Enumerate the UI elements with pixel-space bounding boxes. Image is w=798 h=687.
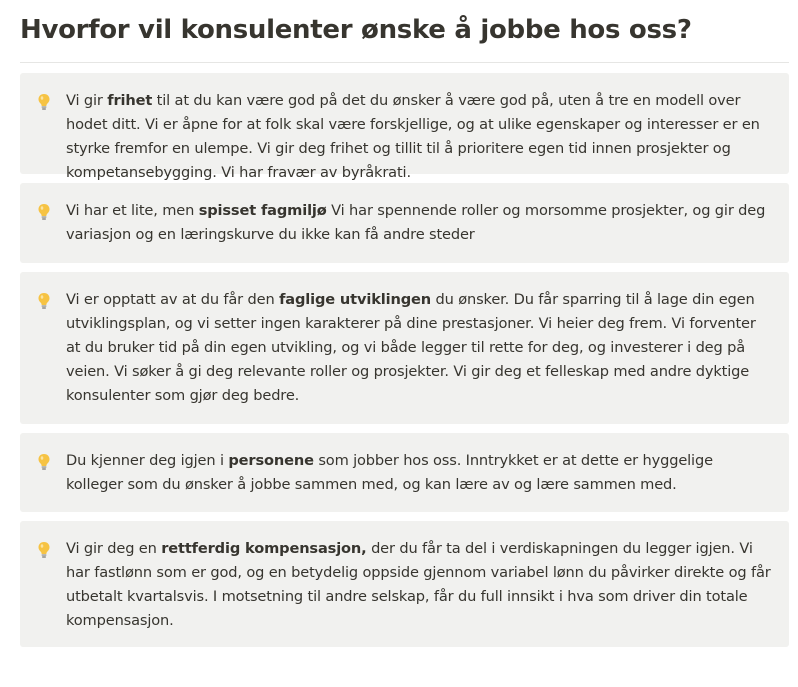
callout-kompensasjon xyxy=(20,521,789,647)
callout-fagmiljo xyxy=(20,183,789,263)
callout-highlight: frihet xyxy=(107,92,153,109)
lightbulb-icon xyxy=(37,203,51,221)
lightbulb-icon xyxy=(37,292,51,310)
callout-text: Du kjenner deg igjen i personene som jobber hos oss. Inntrykket er at dette er hyggelige kolleger som du ønsker å jobbe sammen med, og kan lære av og lære sammen med. xyxy=(66,452,713,493)
callout-text: Vi er opptatt av at du får den faglige utviklingen du ønsker. Du får sparring til å lage din egen utviklingsplan, og vi setter ingen karakterer på dine prestasjoner. Vi heier deg frem. Vi forventer at du bruker tid på din egen utvikling, og vi både legger til rette for deg, og investerer i deg på veien. Vi søker å gi deg relevante roller og prosjekter. Vi gir deg et felleskap med andre dyktige konsulenter som gjør deg bedre. xyxy=(66,291,756,404)
callout-text: Vi gir deg en rettferdig kompensasjon, der du får ta del i verdiskapningen du legger igjen. Vi har fastlønn som er god, og en betydelig oppside gjennom variabel lønn du påvirker direkte og får utbetalt kvartalsvis. I motsetning til andre selskap, får du full innsikt i hva som driver din totale kompensasjon. xyxy=(66,540,771,629)
callout-highlight: rettferdig kompensasjon, xyxy=(161,540,367,557)
callout-faglig-utvikling xyxy=(20,272,789,424)
lightbulb-icon xyxy=(37,541,51,559)
lightbulb-icon xyxy=(37,93,51,111)
callout-text: Vi har et lite, men spisset fagmiljø Vi har spennende roller og morsomme prosjekter, og gir deg variasjon og en læringskurve du ikke kan få andre steder xyxy=(66,202,766,243)
callout-highlight: spisset fagmiljø xyxy=(198,202,327,219)
title-divider xyxy=(20,62,789,63)
callout-frihet xyxy=(20,73,789,181)
callout-highlight: personene xyxy=(228,452,314,469)
callout-text: Vi gir frihet til at du kan være god på det du ønsker å være god på, uten å tre en modell over hodet ditt. Vi er åpne for at folk skal være forskjellige, og at ulike egenskaper og interesser er en styrke fremfor en ulempe. Vi gir deg frihet og tillit til å prioritere egen tid innen prosjekter og kompetansebygging. Vi har fravær av byråkrati. xyxy=(66,92,760,181)
page-title: Hvorfor vil konsulenter ønske å jobbe hos oss? xyxy=(20,15,692,45)
callout-personene xyxy=(20,433,789,512)
lightbulb-icon xyxy=(37,453,51,471)
callout-list xyxy=(20,73,789,656)
callout-highlight: faglige utviklingen xyxy=(279,291,432,308)
